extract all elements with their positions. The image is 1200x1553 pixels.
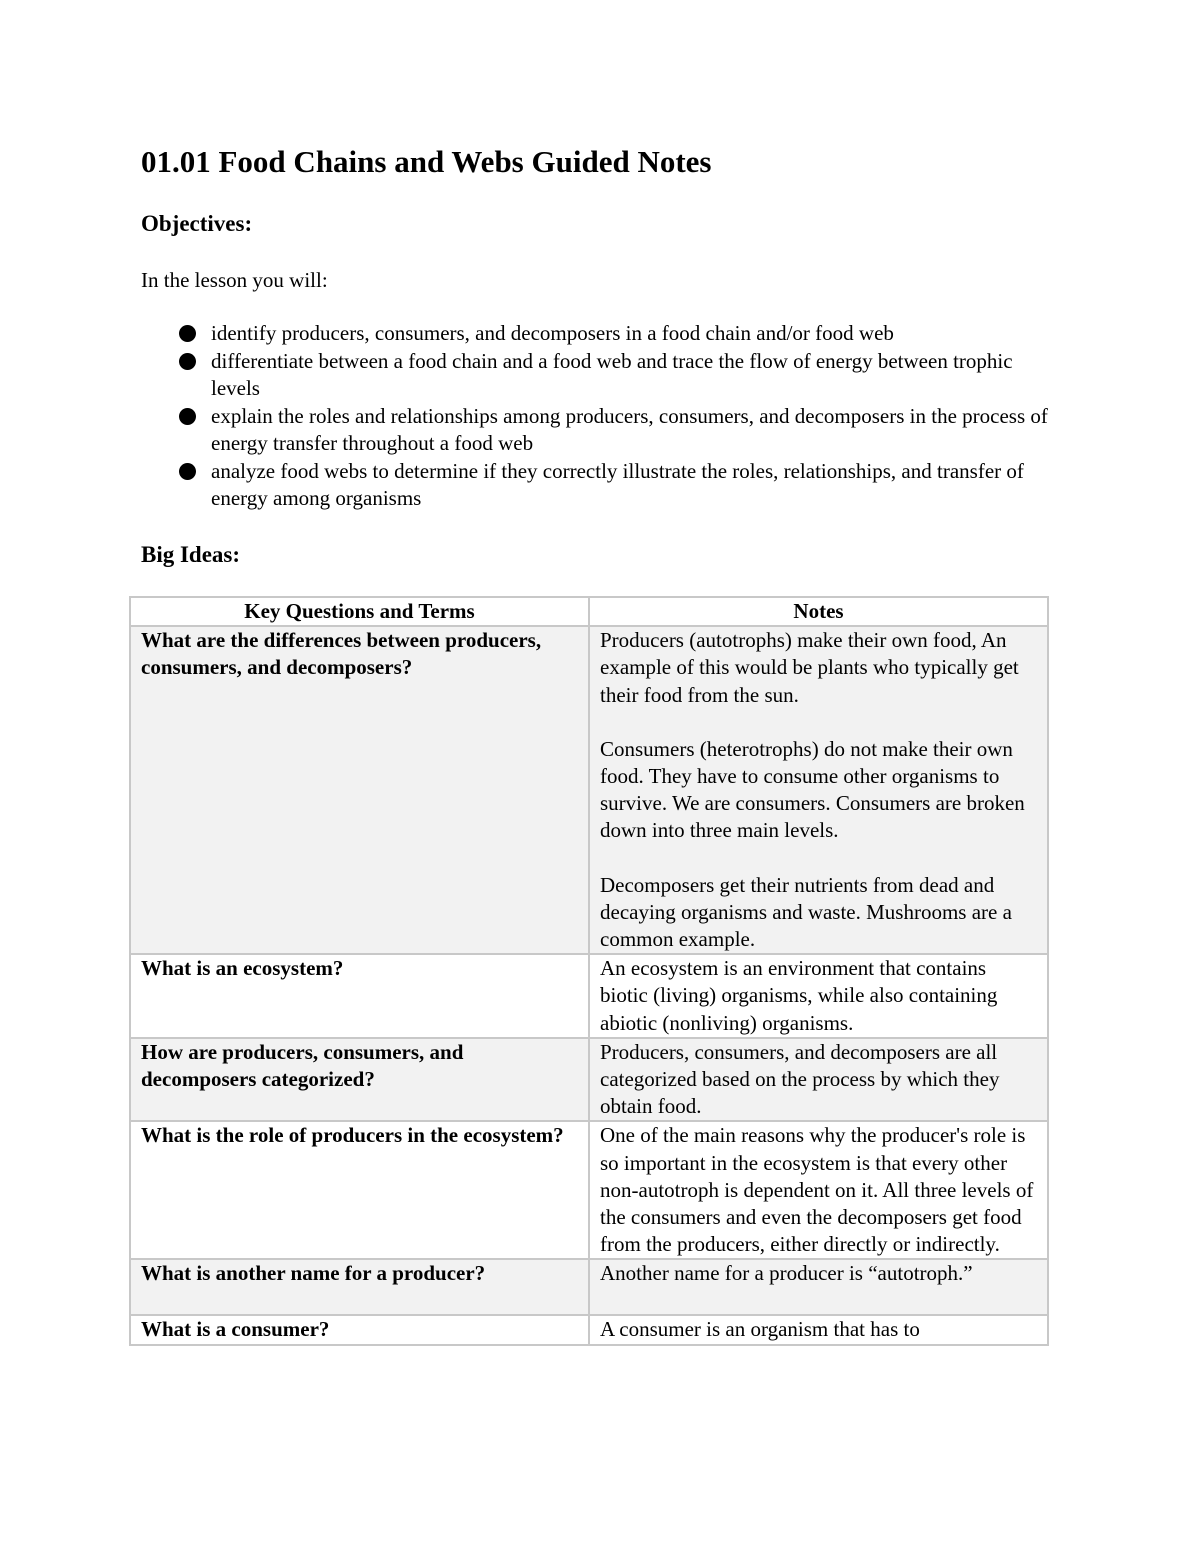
notes-cell: One of the main reasons why the producer's role is so important in the ecosystem is that every other non-autotroph is dependent on it. All three levels of the consumers and even the decomposers get food from the producers, either directly or indirectly. bbox=[589, 1121, 1048, 1259]
question-cell: What is a consumer? bbox=[130, 1315, 589, 1344]
question-cell: What is the role of producers in the ecosystem? bbox=[130, 1121, 589, 1259]
table-row bbox=[130, 954, 1048, 1038]
notes-cell: Producers, consumers, and decomposers are all categorized based on the process by which they obtain food. bbox=[589, 1038, 1048, 1122]
table-row bbox=[130, 1315, 1048, 1344]
notes-paragraph: Producers (autotrophs) make their own food, An example of this would be plants who typically get their food from the sun. bbox=[600, 628, 1019, 707]
notes-cell: Another name for a producer is “autotroph.” bbox=[589, 1259, 1048, 1315]
list-item bbox=[141, 403, 1061, 458]
objective-text: analyze food webs to determine if they correctly illustrate the roles, relationships, and transfer of energy among organisms bbox=[211, 458, 1024, 510]
notes-cell: An ecosystem is an environment that contains biotic (living) organisms, while also containing abiotic (nonliving) organisms. bbox=[589, 954, 1048, 1038]
question-cell: What is another name for a producer? bbox=[130, 1259, 589, 1315]
header-notes: Notes bbox=[589, 597, 1048, 626]
objective-text: explain the roles and relationships among producers, consumers, and decomposers in the process of energy transfer throughout a food web bbox=[211, 403, 1048, 455]
objectives-list bbox=[141, 320, 1061, 513]
big-ideas-heading: Big Ideas: bbox=[141, 542, 241, 567]
objectives-heading: Objectives: bbox=[141, 211, 253, 236]
bullet-icon bbox=[179, 325, 196, 342]
notes-paragraph: Decomposers get their nutrients from dead and decaying organisms and waste. Mushrooms are a common example. bbox=[600, 872, 1012, 952]
question-cell: What is an ecosystem? bbox=[130, 954, 589, 1038]
objective-text: identify producers, consumers, and decomposers in a food chain and/or food web bbox=[211, 321, 894, 345]
bullet-icon bbox=[179, 408, 196, 425]
notes-paragraph: Consumers (heterotrophs) do not make their own food. They have to consume other organisms to survive. We are consumers. Consumers are broken down into three main levels. bbox=[600, 736, 1025, 843]
table-row bbox=[130, 1259, 1048, 1315]
page-title: 01.01 Food Chains and Webs Guided Notes bbox=[141, 144, 712, 179]
bullet-icon bbox=[179, 463, 196, 480]
table-row bbox=[130, 626, 1048, 954]
table-row bbox=[130, 1121, 1048, 1259]
table-header-row bbox=[130, 597, 1048, 626]
list-item bbox=[141, 458, 1061, 513]
intro-text: In the lesson you will: bbox=[141, 268, 328, 292]
question-cell: How are producers, consumers, and decomposers categorized? bbox=[130, 1038, 589, 1122]
objective-text: differentiate between a food chain and a food web and trace the flow of energy between trophic levels bbox=[211, 348, 1013, 400]
list-item bbox=[141, 348, 1061, 403]
bullet-icon bbox=[179, 353, 196, 370]
notes-cell: A consumer is an organism that has to bbox=[589, 1315, 1048, 1344]
notes-table bbox=[129, 596, 1049, 1346]
notes-cell bbox=[589, 626, 1048, 954]
question-cell: What are the differences between producers, consumers, and decomposers? bbox=[130, 626, 589, 954]
list-item bbox=[141, 320, 1061, 348]
header-key-questions: Key Questions and Terms bbox=[130, 597, 589, 626]
table-row bbox=[130, 1038, 1048, 1122]
